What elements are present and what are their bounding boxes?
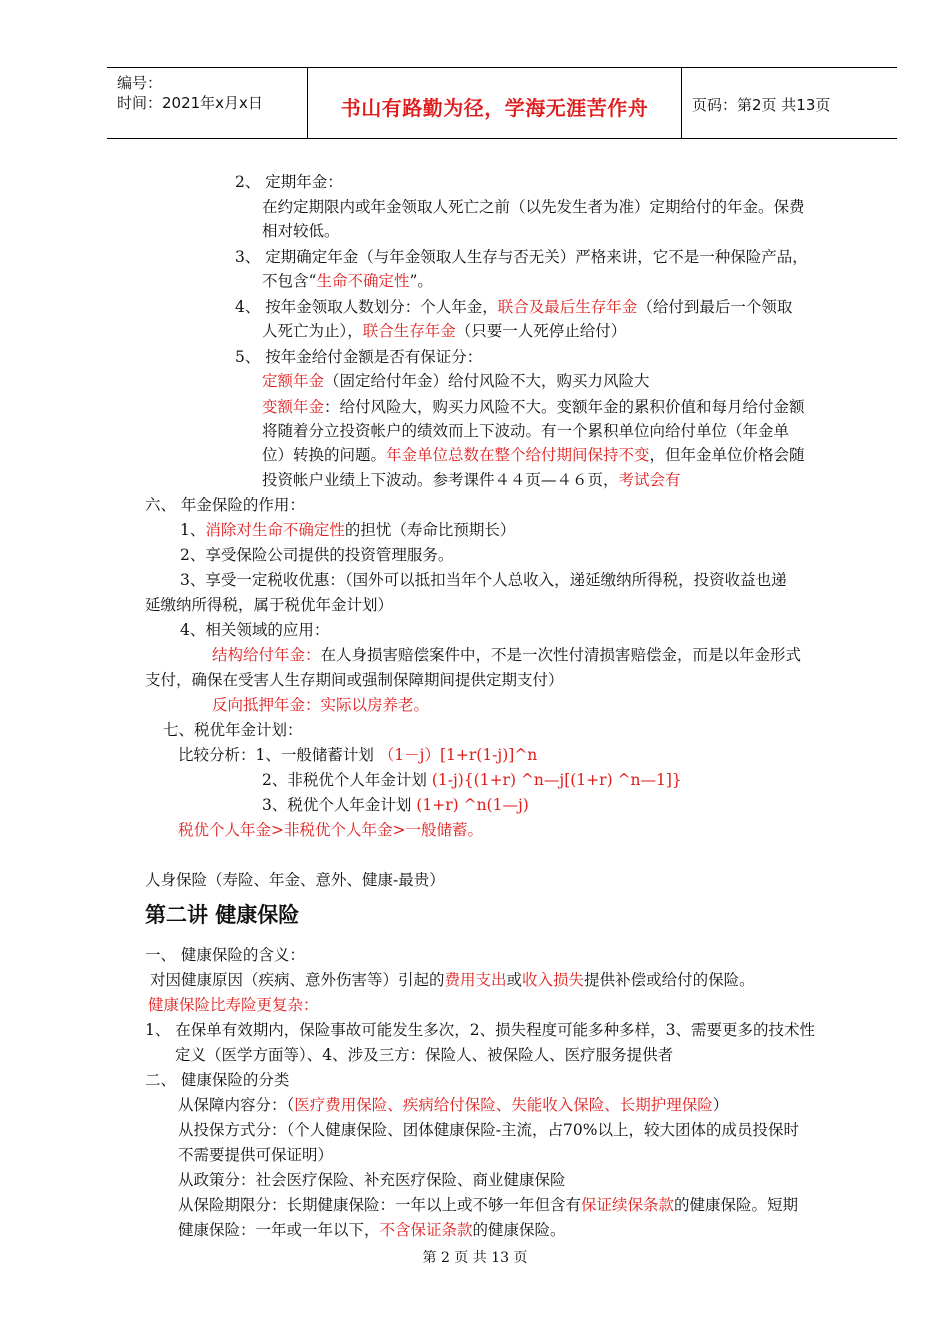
line-text: 从政策分：社会医疗保险、补充医疗保险、商业健康保险 bbox=[178, 1171, 566, 1189]
text-line bbox=[262, 444, 805, 466]
text-line bbox=[163, 719, 303, 741]
line-text: 从保险期限分：长期健康保险：一年以上或不够一年但含有 bbox=[178, 1196, 582, 1214]
highlight-text: （1－j）[1+r(1-j)]^n bbox=[378, 746, 538, 764]
line-text: 相对较低。 bbox=[262, 222, 340, 240]
line-text: 1、 bbox=[180, 521, 206, 539]
line-text: 支付，确保在受害人生存期间或强制保障期间提供定期支付） bbox=[145, 671, 564, 689]
text-line bbox=[262, 420, 789, 442]
line-text: 提供补偿或给付的保险。 bbox=[584, 971, 755, 989]
text-line bbox=[180, 569, 787, 591]
line-text: 2、享受保险公司提供的投资管理服务。 bbox=[180, 546, 454, 564]
line-text: ”。 bbox=[409, 272, 433, 290]
highlight-text: 消除对生命不确定性 bbox=[205, 521, 345, 539]
text-line bbox=[178, 744, 537, 766]
line-text: 从投保方式分：（个人健康保险、团体健康保险-主流，占70%以上，较大团体的成员投保时 bbox=[178, 1121, 799, 1139]
text-line bbox=[262, 396, 805, 418]
text-line bbox=[150, 969, 755, 991]
highlight-text: 年金单位总数在整个给付期间保持不变 bbox=[386, 446, 650, 464]
line-text: 不需要提供可保证明） bbox=[178, 1146, 334, 1164]
text-line bbox=[175, 1044, 673, 1066]
text-line bbox=[178, 1119, 799, 1141]
text-line bbox=[235, 296, 792, 318]
line-text: 延缴纳所得税，属于税优年金计划） bbox=[145, 596, 394, 614]
text-line bbox=[178, 1144, 333, 1166]
text-line bbox=[178, 1169, 566, 1191]
highlight-text: 联合生存年金 bbox=[362, 322, 456, 340]
line-text: 4、相关领域的应用： bbox=[180, 621, 330, 639]
line-text: 1、 在保单有效期内，保险事故可能发生多次，2、损失程度可能多种多样，3、需要更多的技术性 bbox=[145, 1021, 816, 1039]
line-text: 定义（医学方面等）、4、涉及三方：保险人、被保险人、医疗服务提供者 bbox=[175, 1046, 674, 1064]
header-table bbox=[107, 67, 897, 139]
text-line bbox=[262, 769, 682, 791]
highlight-text: (1-j){(1+r) ^n—j[(1+r) ^n—1]} bbox=[431, 771, 682, 789]
line-text: ：给付风险大，购买力风险不大。变额年金的累积价值和每月给付金额 bbox=[324, 398, 805, 416]
text-line bbox=[262, 220, 340, 242]
line-text: 2、非税优个人年金计划 bbox=[262, 771, 432, 789]
line-text: 位）转换的问题。 bbox=[262, 446, 387, 464]
highlight-text: 费用支出 bbox=[444, 971, 507, 989]
highlight-text: 联合及最后生存年金 bbox=[497, 298, 638, 316]
text-line bbox=[178, 1194, 798, 1216]
text-line bbox=[145, 494, 305, 516]
text-line bbox=[145, 669, 564, 691]
header-motto-cell bbox=[308, 68, 682, 138]
text-line bbox=[262, 794, 529, 816]
line-text: 3、税优个人年金计划 bbox=[262, 796, 417, 814]
line-text: 的健康保险。 bbox=[472, 1221, 566, 1239]
text-line bbox=[235, 171, 343, 193]
line-text: 3、 定期确定年金（与年金领取人生存与否无关）严格来讲，它不是一种保险产品， bbox=[235, 248, 808, 266]
header-page-cell bbox=[682, 68, 897, 138]
line-text: 4、 按年金领取人数划分：个人年金， bbox=[235, 298, 498, 316]
highlight-text: 反向抵押年金：实际以房养老。 bbox=[212, 696, 430, 714]
text-line bbox=[262, 320, 626, 342]
line-text: 人死亡为止）， bbox=[262, 322, 363, 340]
highlight-text: (1+r) ^n(1—j) bbox=[416, 796, 529, 814]
line-text: 二、 健康保险的分类 bbox=[145, 1071, 290, 1089]
line-text: 七、税优年金计划： bbox=[163, 721, 303, 739]
line-text: 5、 按年金给付金额是否有保证分： bbox=[235, 348, 483, 366]
line-text: （只要一人死停止给付） bbox=[455, 322, 627, 340]
number-label: 编号： bbox=[117, 74, 163, 92]
line-text: 一、 健康保险的含义： bbox=[145, 946, 305, 964]
line-text: 健康保险：一年或一年以下， bbox=[178, 1221, 380, 1239]
text-line bbox=[212, 644, 801, 666]
text-line bbox=[235, 246, 808, 268]
line-text: 的担忧（寿命比预期长） bbox=[344, 521, 516, 539]
highlight-text: 健康保险比寿险更复杂： bbox=[148, 996, 319, 1014]
line-text: 在约定期限内或年金领取人死亡之前（以先发生者为准）定期给付的年金。保费 bbox=[262, 198, 805, 216]
highlight-text: 医疗费用保险、疾病给付保险、失能收入保险、长期护理保险 bbox=[294, 1096, 713, 1114]
section-heading bbox=[145, 904, 299, 926]
text-line bbox=[180, 544, 453, 566]
text-line bbox=[180, 519, 515, 541]
text-line bbox=[145, 869, 445, 891]
text-line bbox=[145, 944, 305, 966]
text-line bbox=[178, 1094, 728, 1116]
line-text: 或 bbox=[506, 971, 523, 989]
text-line bbox=[262, 469, 681, 491]
line-text: ） bbox=[712, 1096, 729, 1114]
line-text: 比较分析：1、一般储蓄计划 bbox=[178, 746, 379, 764]
line-text: 人身保险（寿险、年金、意外、健康-最贵） bbox=[145, 871, 445, 889]
highlight-text: 生命不确定性 bbox=[316, 272, 410, 290]
text-line bbox=[178, 1219, 566, 1241]
highlight-text: 不含保证条款 bbox=[379, 1221, 473, 1239]
text-line bbox=[148, 994, 319, 1016]
line-text: 将随着分立投资帐户的绩效而上下波动。有一个累积单位向给付单位（年金单 bbox=[262, 422, 790, 440]
highlight-text: 定额年金 bbox=[262, 372, 325, 390]
highlight-text: 结构给付年金： bbox=[212, 646, 321, 664]
line-text: 不包含“ bbox=[262, 272, 317, 290]
highlight-text: 变额年金 bbox=[262, 398, 325, 416]
highlight-text: 保证续保条款 bbox=[581, 1196, 675, 1214]
text-line bbox=[262, 196, 805, 218]
text-line bbox=[178, 819, 483, 841]
date-label: 时间：2021年x月x日 bbox=[117, 94, 263, 112]
page-footer: 第 2 页 共 13 页 bbox=[422, 1250, 528, 1266]
line-text: （给付到最后一个领取 bbox=[637, 298, 793, 316]
line-text: （固定给付年金）给付风险不大，购买力风险大 bbox=[324, 372, 650, 390]
page-label: 页码：第2页 共13页 bbox=[692, 96, 831, 114]
highlight-text: 税优个人年金>非税优个人年金>一般储蓄。 bbox=[178, 821, 483, 839]
text-line bbox=[145, 1069, 289, 1091]
line-text: ，但年金单位价格会随 bbox=[649, 446, 805, 464]
text-line bbox=[212, 694, 429, 716]
line-text: 3、享受一定税收优惠：（国外可以抵扣当年个人总收入，递延缴纳所得税，投资收益也递 bbox=[180, 571, 787, 589]
line-text: 第二讲 健康保险 bbox=[145, 903, 300, 927]
line-text: 从保障内容分：（ bbox=[178, 1096, 295, 1114]
line-text: 在人身损害赔偿案件中，不是一次性付清损害赔偿金，而是以年金形式 bbox=[320, 646, 802, 664]
text-line bbox=[262, 370, 650, 392]
text-line bbox=[180, 619, 329, 641]
text-line bbox=[145, 1019, 815, 1041]
text-line bbox=[145, 594, 393, 616]
line-text: 六、 年金保险的作用： bbox=[145, 496, 305, 514]
highlight-text: 收入损失 bbox=[522, 971, 585, 989]
line-text: 2、 定期年金： bbox=[235, 173, 343, 191]
line-text: 的健康保险。短期 bbox=[674, 1196, 799, 1214]
line-text: 投资帐户业绩上下波动。参考课件４４页—４６页， bbox=[262, 471, 619, 489]
motto: 书山有路勤为径，学海无涯苦作舟 bbox=[340, 96, 649, 120]
header-info-cell bbox=[107, 68, 308, 138]
highlight-text: 考试会有 bbox=[618, 471, 681, 489]
text-line bbox=[235, 346, 482, 368]
line-text: 对因健康原因（疾病、意外伤害等）引起的 bbox=[150, 971, 445, 989]
text-line bbox=[262, 270, 433, 292]
